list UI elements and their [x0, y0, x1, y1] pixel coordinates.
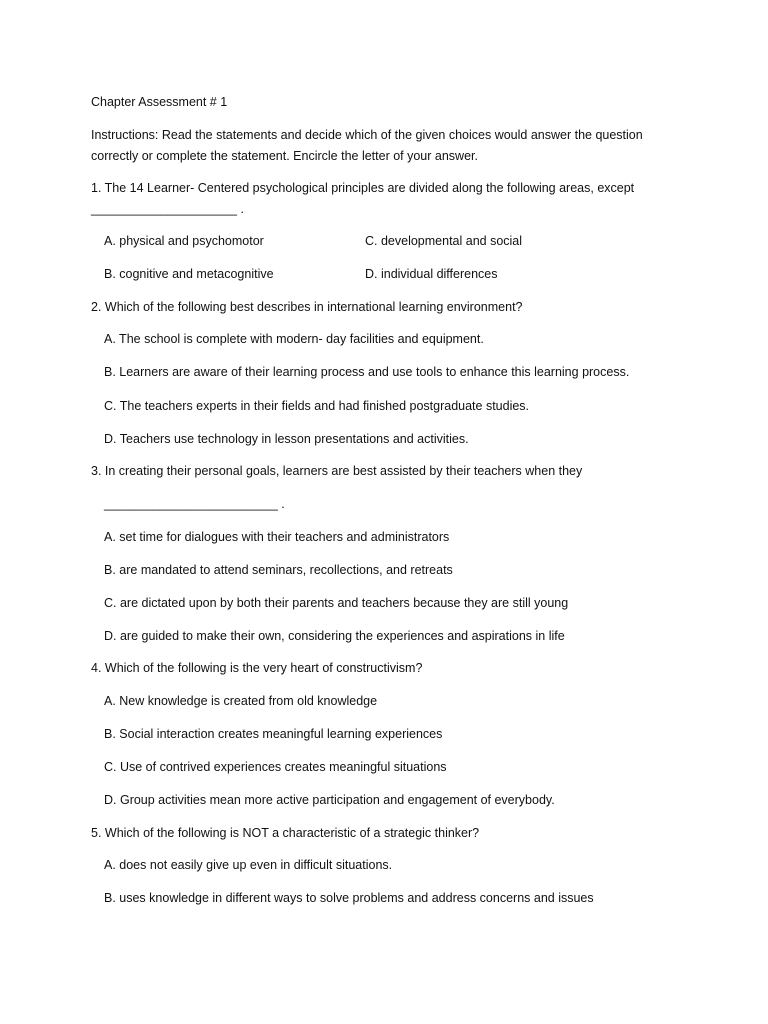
question-3-stem: 3. In creating their personal goals, learners are best assisted by their teachers when they [91, 464, 583, 478]
question-1-stem: 1. The 14 Learner- Centered psychological principles are divided along the following areas, except [91, 181, 635, 195]
question-1-blank: _____________________ . [91, 202, 244, 216]
question-2-choice-d: D. Teachers use technology in lesson presentations and activities. [104, 432, 469, 446]
question-2-choice-a: A. The school is complete with modern- day facilities and equipment. [104, 332, 484, 346]
question-5-choice-b: B. uses knowledge in different ways to solve problems and address concerns and issues [104, 891, 594, 905]
question-1-choice-d: D. individual differences [365, 267, 498, 281]
question-5-stem: 5. Which of the following is NOT a characteristic of a strategic thinker? [91, 826, 480, 840]
question-1-choice-b: B. cognitive and metacognitive [104, 267, 274, 281]
question-3-choice-d: D. are guided to make their own, considering the experiences and aspirations in life [104, 629, 565, 643]
question-4-choice-b: B. Social interaction creates meaningful learning experiences [104, 727, 443, 741]
question-5-choice-a: A. does not easily give up even in difficult situations. [104, 858, 393, 872]
question-3-choice-c: C. are dictated upon by both their parents and teachers because they are still young [104, 596, 569, 610]
page-title: Chapter Assessment # 1 [91, 95, 228, 109]
question-1-choice-c: C. developmental and social [365, 234, 523, 248]
question-4-choice-d: D. Group activities mean more active participation and engagement of everybody. [104, 793, 555, 807]
question-2-stem: 2. Which of the following best describes in international learning environment? [91, 300, 523, 314]
question-4-choice-a: A. New knowledge is created from old knowledge [104, 694, 378, 708]
question-4-choice-c: C. Use of contrived experiences creates meaningful situations [104, 760, 447, 774]
question-3-choice-b: B. are mandated to attend seminars, recollections, and retreats [104, 563, 453, 577]
question-3-blank: _________________________ . [104, 497, 285, 511]
question-4-stem: 4. Which of the following is the very heart of constructivism? [91, 661, 423, 675]
question-3-choice-a: A. set time for dialogues with their teachers and administrators [104, 530, 450, 544]
instructions-line-2: correctly or complete the statement. Encircle the letter of your answer. [91, 149, 478, 163]
question-2-choice-c: C. The teachers experts in their fields and had finished postgraduate studies. [104, 399, 530, 413]
instructions-line-1: Instructions: Read the statements and decide which of the given choices would answer the question [91, 128, 643, 142]
question-1-choice-a: A. physical and psychomotor [104, 234, 264, 248]
question-2-choice-b: B. Learners are aware of their learning process and use tools to enhance this learning process. [104, 365, 630, 379]
